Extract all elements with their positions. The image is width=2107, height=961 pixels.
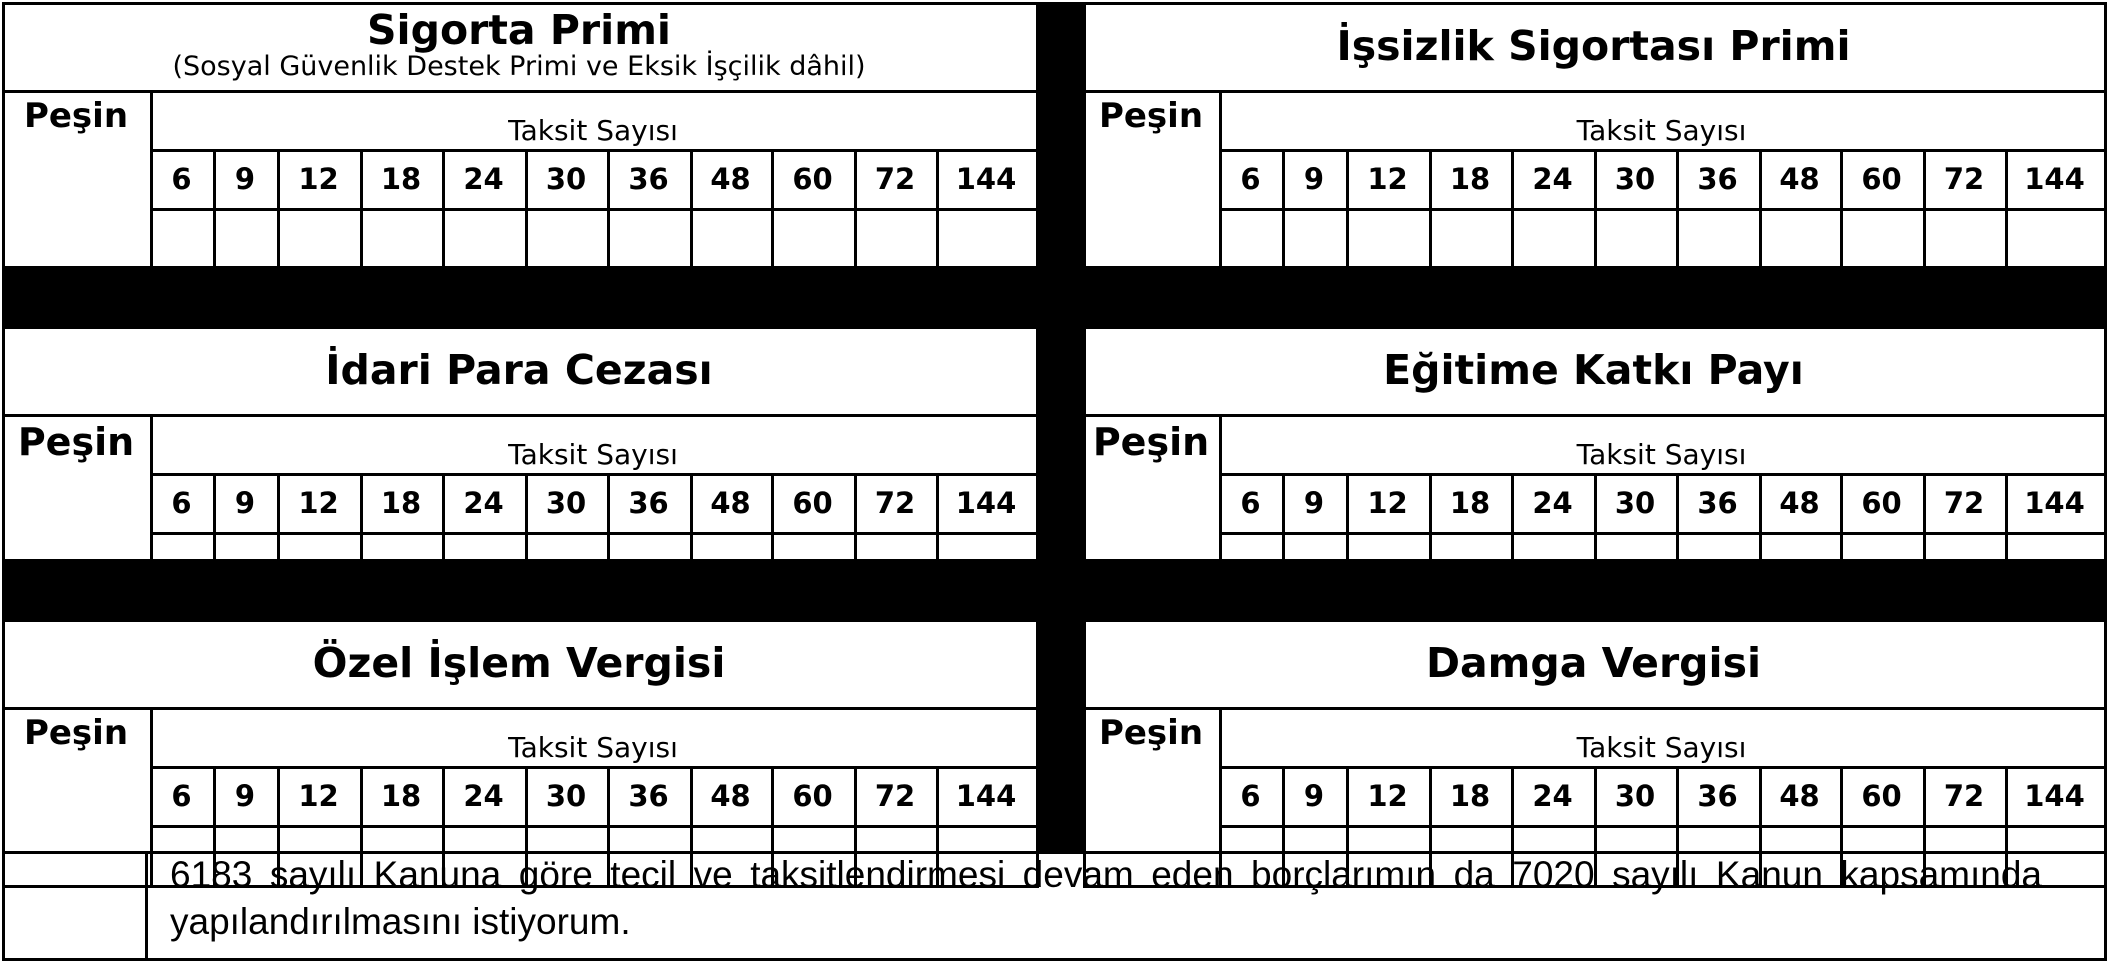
installment-checkbox[interactable] — [213, 208, 277, 268]
pesin-label: Peşin — [17, 420, 135, 464]
installment-count: 48 — [710, 778, 751, 813]
installment-count: 24 — [463, 778, 504, 813]
installment-count: 60 — [792, 161, 833, 196]
grid-line — [2, 326, 1039, 329]
installment-count: 48 — [1779, 161, 1820, 196]
grid-line — [2, 619, 1039, 622]
installment-count: 24 — [1532, 485, 1573, 520]
grid-line — [854, 149, 857, 268]
grid-line — [2, 2, 1039, 5]
section-title: Damga Vergisi — [1425, 638, 1762, 687]
grid-line — [213, 149, 216, 268]
grid-line — [1083, 707, 2107, 710]
grid-line — [2, 326, 5, 595]
installment-count: 9 — [1303, 485, 1325, 520]
installment-count: 48 — [710, 161, 751, 196]
section-title: İdari Para Cezası — [325, 345, 713, 394]
grid-line — [690, 149, 693, 268]
installment-count: 12 — [1367, 485, 1408, 520]
installment-checkbox[interactable] — [442, 208, 525, 268]
grid-line — [1759, 149, 1762, 268]
grid-line — [145, 851, 148, 961]
installment-checkbox[interactable] — [277, 208, 360, 268]
installment-checkbox[interactable] — [1282, 208, 1346, 268]
taksit-sayisi-label: Taksit Sayısı — [508, 731, 678, 764]
grid-line — [150, 208, 1039, 211]
installment-count: 18 — [1449, 485, 1491, 520]
grid-line — [607, 149, 610, 268]
taksit-sayisi-label: Taksit Sayısı — [508, 438, 678, 471]
grid-line — [1083, 326, 2107, 329]
section-title-cell — [2, 619, 1036, 707]
installment-count: 144 — [955, 778, 1017, 813]
installment-count: 12 — [298, 161, 339, 196]
section-title-cell — [1083, 326, 2104, 414]
grid-line — [1083, 90, 2107, 93]
grid-line — [1594, 149, 1597, 268]
section-title: Eğitime Katkı Payı — [1383, 345, 1804, 394]
installment-count: 144 — [2024, 485, 2085, 520]
installment-count: 60 — [1861, 778, 1902, 813]
installment-checkbox[interactable] — [1219, 208, 1282, 268]
grid-line — [360, 149, 363, 268]
grid-line — [2, 90, 1039, 93]
section-title-cell — [1083, 619, 2104, 707]
grid-line — [442, 149, 445, 268]
installment-checkbox[interactable] — [690, 208, 771, 268]
installment-count: 6 — [1240, 778, 1261, 813]
pesin-label: Peşin — [1098, 713, 1204, 753]
installment-count: 60 — [1861, 485, 1902, 520]
grid-line — [1219, 473, 2107, 476]
taksit-sayisi-label: Taksit Sayısı — [1576, 438, 1747, 471]
grid-line — [2005, 149, 2008, 268]
installment-count: 36 — [628, 485, 669, 520]
installment-checkbox[interactable] — [150, 208, 213, 268]
installment-checkbox[interactable] — [607, 208, 690, 268]
installment-count: 9 — [234, 485, 256, 520]
installment-count: 12 — [298, 485, 339, 520]
installment-count: 72 — [1943, 485, 1985, 520]
grid-line — [1429, 149, 1432, 268]
installment-count: 144 — [955, 485, 1017, 520]
installment-count: 12 — [1367, 161, 1408, 196]
installment-count: 9 — [234, 778, 256, 813]
installment-count: 48 — [1779, 485, 1820, 520]
installment-checkbox[interactable] — [525, 208, 607, 268]
grid-line — [1083, 2, 2107, 5]
installment-count: 72 — [874, 778, 916, 813]
section-title: Sigorta Primi — [367, 6, 671, 54]
installment-count: 30 — [545, 485, 587, 520]
section-title-cell — [2, 326, 1036, 414]
installment-checkbox[interactable] — [854, 208, 936, 268]
installment-count: 18 — [380, 778, 422, 813]
installment-count: 9 — [1303, 778, 1325, 813]
installment-checkbox[interactable] — [1923, 208, 2005, 268]
installment-count: 6 — [171, 161, 192, 196]
grid-line — [1511, 149, 1514, 268]
grid-line — [277, 149, 280, 268]
grid-line — [150, 707, 153, 885]
installment-count: 24 — [1532, 778, 1573, 813]
grid-line — [1219, 766, 2107, 769]
installment-count: 48 — [710, 485, 751, 520]
installment-count: 144 — [955, 161, 1017, 196]
grid-line — [525, 149, 528, 268]
grid-line — [150, 149, 1039, 152]
installment-checkbox[interactable] — [1840, 208, 1923, 268]
grid-line — [150, 825, 1039, 828]
grid-line — [936, 149, 939, 268]
installment-count: 48 — [1779, 778, 1820, 813]
grid-line — [1219, 532, 2107, 535]
separator-band — [1036, 2, 1083, 853]
grid-line — [1083, 326, 1086, 595]
separator-band — [2, 266, 2107, 326]
installment-count: 36 — [1697, 161, 1738, 196]
grid-line — [1676, 149, 1679, 268]
grid-line — [1346, 149, 1349, 268]
installment-checkbox[interactable] — [1594, 208, 1676, 268]
installment-checkbox[interactable] — [1429, 208, 1511, 268]
section-title: İşsizlik Sigortası Primi — [1336, 21, 1851, 70]
installment-count: 60 — [792, 778, 833, 813]
installment-count: 9 — [1303, 161, 1325, 196]
grid-line — [150, 766, 1039, 769]
grid-line — [1219, 90, 1222, 268]
section-title-cell — [2, 2, 1036, 90]
grid-line — [2, 2, 5, 271]
installment-count: 144 — [2024, 161, 2085, 196]
grid-line — [2, 414, 1039, 417]
installment-count: 24 — [463, 485, 504, 520]
installment-checkbox[interactable] — [1346, 208, 1429, 268]
installment-count: 144 — [2024, 778, 2085, 813]
taksit-sayisi-label: Taksit Sayısı — [508, 114, 678, 147]
installment-count: 30 — [1614, 778, 1656, 813]
installment-count: 24 — [463, 161, 504, 196]
installment-count: 18 — [380, 485, 422, 520]
installment-count: 30 — [545, 778, 587, 813]
installment-count: 6 — [171, 485, 192, 520]
grid-line — [1282, 149, 1285, 268]
installment-count: 12 — [298, 778, 339, 813]
installment-checkbox[interactable] — [1511, 208, 1594, 268]
installment-count: 72 — [1943, 161, 1985, 196]
grid-line — [1083, 619, 1086, 888]
installment-checkbox[interactable] — [771, 208, 854, 268]
installment-count: 36 — [1697, 778, 1738, 813]
pesin-checkbox[interactable] — [1083, 149, 1219, 268]
installment-count: 6 — [1240, 161, 1261, 196]
installment-count: 9 — [234, 161, 256, 196]
installment-count: 30 — [545, 161, 587, 196]
section-title-cell — [1083, 2, 2104, 90]
grid-line — [1923, 149, 1926, 268]
section-title: Özel İşlem Vergisi — [312, 638, 726, 687]
installment-count: 18 — [1449, 778, 1491, 813]
installment-count: 6 — [171, 778, 192, 813]
grid-line — [771, 149, 774, 268]
pesin-label: Peşin — [23, 713, 129, 753]
installment-count: 36 — [1697, 485, 1738, 520]
installment-count: 12 — [1367, 778, 1408, 813]
grid-line — [150, 473, 1039, 476]
section-subtitle: (Sosyal Güvenlik Destek Primi ve Eksik İşçilik dâhil) — [172, 51, 866, 82]
grid-line — [1219, 149, 2107, 152]
restructuring-statement: 6183 sayılı Kanuna göre tecil ve taksitlendirmesi devam eden borçlarımın da 7020 sayılı Kanun kapsamında yapılandırılmasını istiyorum. — [170, 854, 2042, 942]
installment-count: 30 — [1614, 161, 1656, 196]
grid-line — [1083, 619, 2107, 622]
installment-count: 60 — [792, 485, 833, 520]
grid-line — [1840, 149, 1843, 268]
installment-count: 30 — [1614, 485, 1656, 520]
grid-line — [1083, 414, 2107, 417]
statement-checkbox[interactable] — [5, 854, 145, 958]
grid-line — [1219, 208, 2107, 211]
pesin-label: Peşin — [1092, 420, 1210, 464]
installment-count: 6 — [1240, 485, 1261, 520]
installment-checkbox[interactable] — [936, 208, 1036, 268]
grid-line — [150, 90, 153, 268]
pesin-checkbox[interactable] — [2, 149, 150, 268]
installment-count: 18 — [380, 161, 422, 196]
grid-line — [1083, 2, 1086, 271]
installment-count: 36 — [628, 161, 669, 196]
grid-line — [2, 619, 5, 888]
grid-line — [150, 532, 1039, 535]
installment-count: 36 — [628, 778, 669, 813]
taksit-sayisi-label: Taksit Sayısı — [1576, 731, 1747, 764]
installment-count: 18 — [1449, 161, 1491, 196]
installment-checkbox[interactable] — [1676, 208, 1759, 268]
pesin-label: Peşin — [1098, 96, 1204, 136]
installment-count: 72 — [874, 485, 916, 520]
installment-count: 60 — [1861, 161, 1902, 196]
grid-line — [1219, 825, 2107, 828]
grid-line — [2, 707, 1039, 710]
installment-count: 72 — [874, 161, 916, 196]
installment-checkbox[interactable] — [2005, 208, 2104, 268]
installment-count: 24 — [1532, 161, 1573, 196]
pesin-label: Peşin — [23, 96, 129, 136]
taksit-sayisi-label: Taksit Sayısı — [1576, 114, 1747, 147]
installment-count: 72 — [1943, 778, 1985, 813]
installment-checkbox[interactable] — [360, 208, 442, 268]
separator-band — [2, 559, 2107, 619]
installment-checkbox[interactable] — [1759, 208, 1840, 268]
